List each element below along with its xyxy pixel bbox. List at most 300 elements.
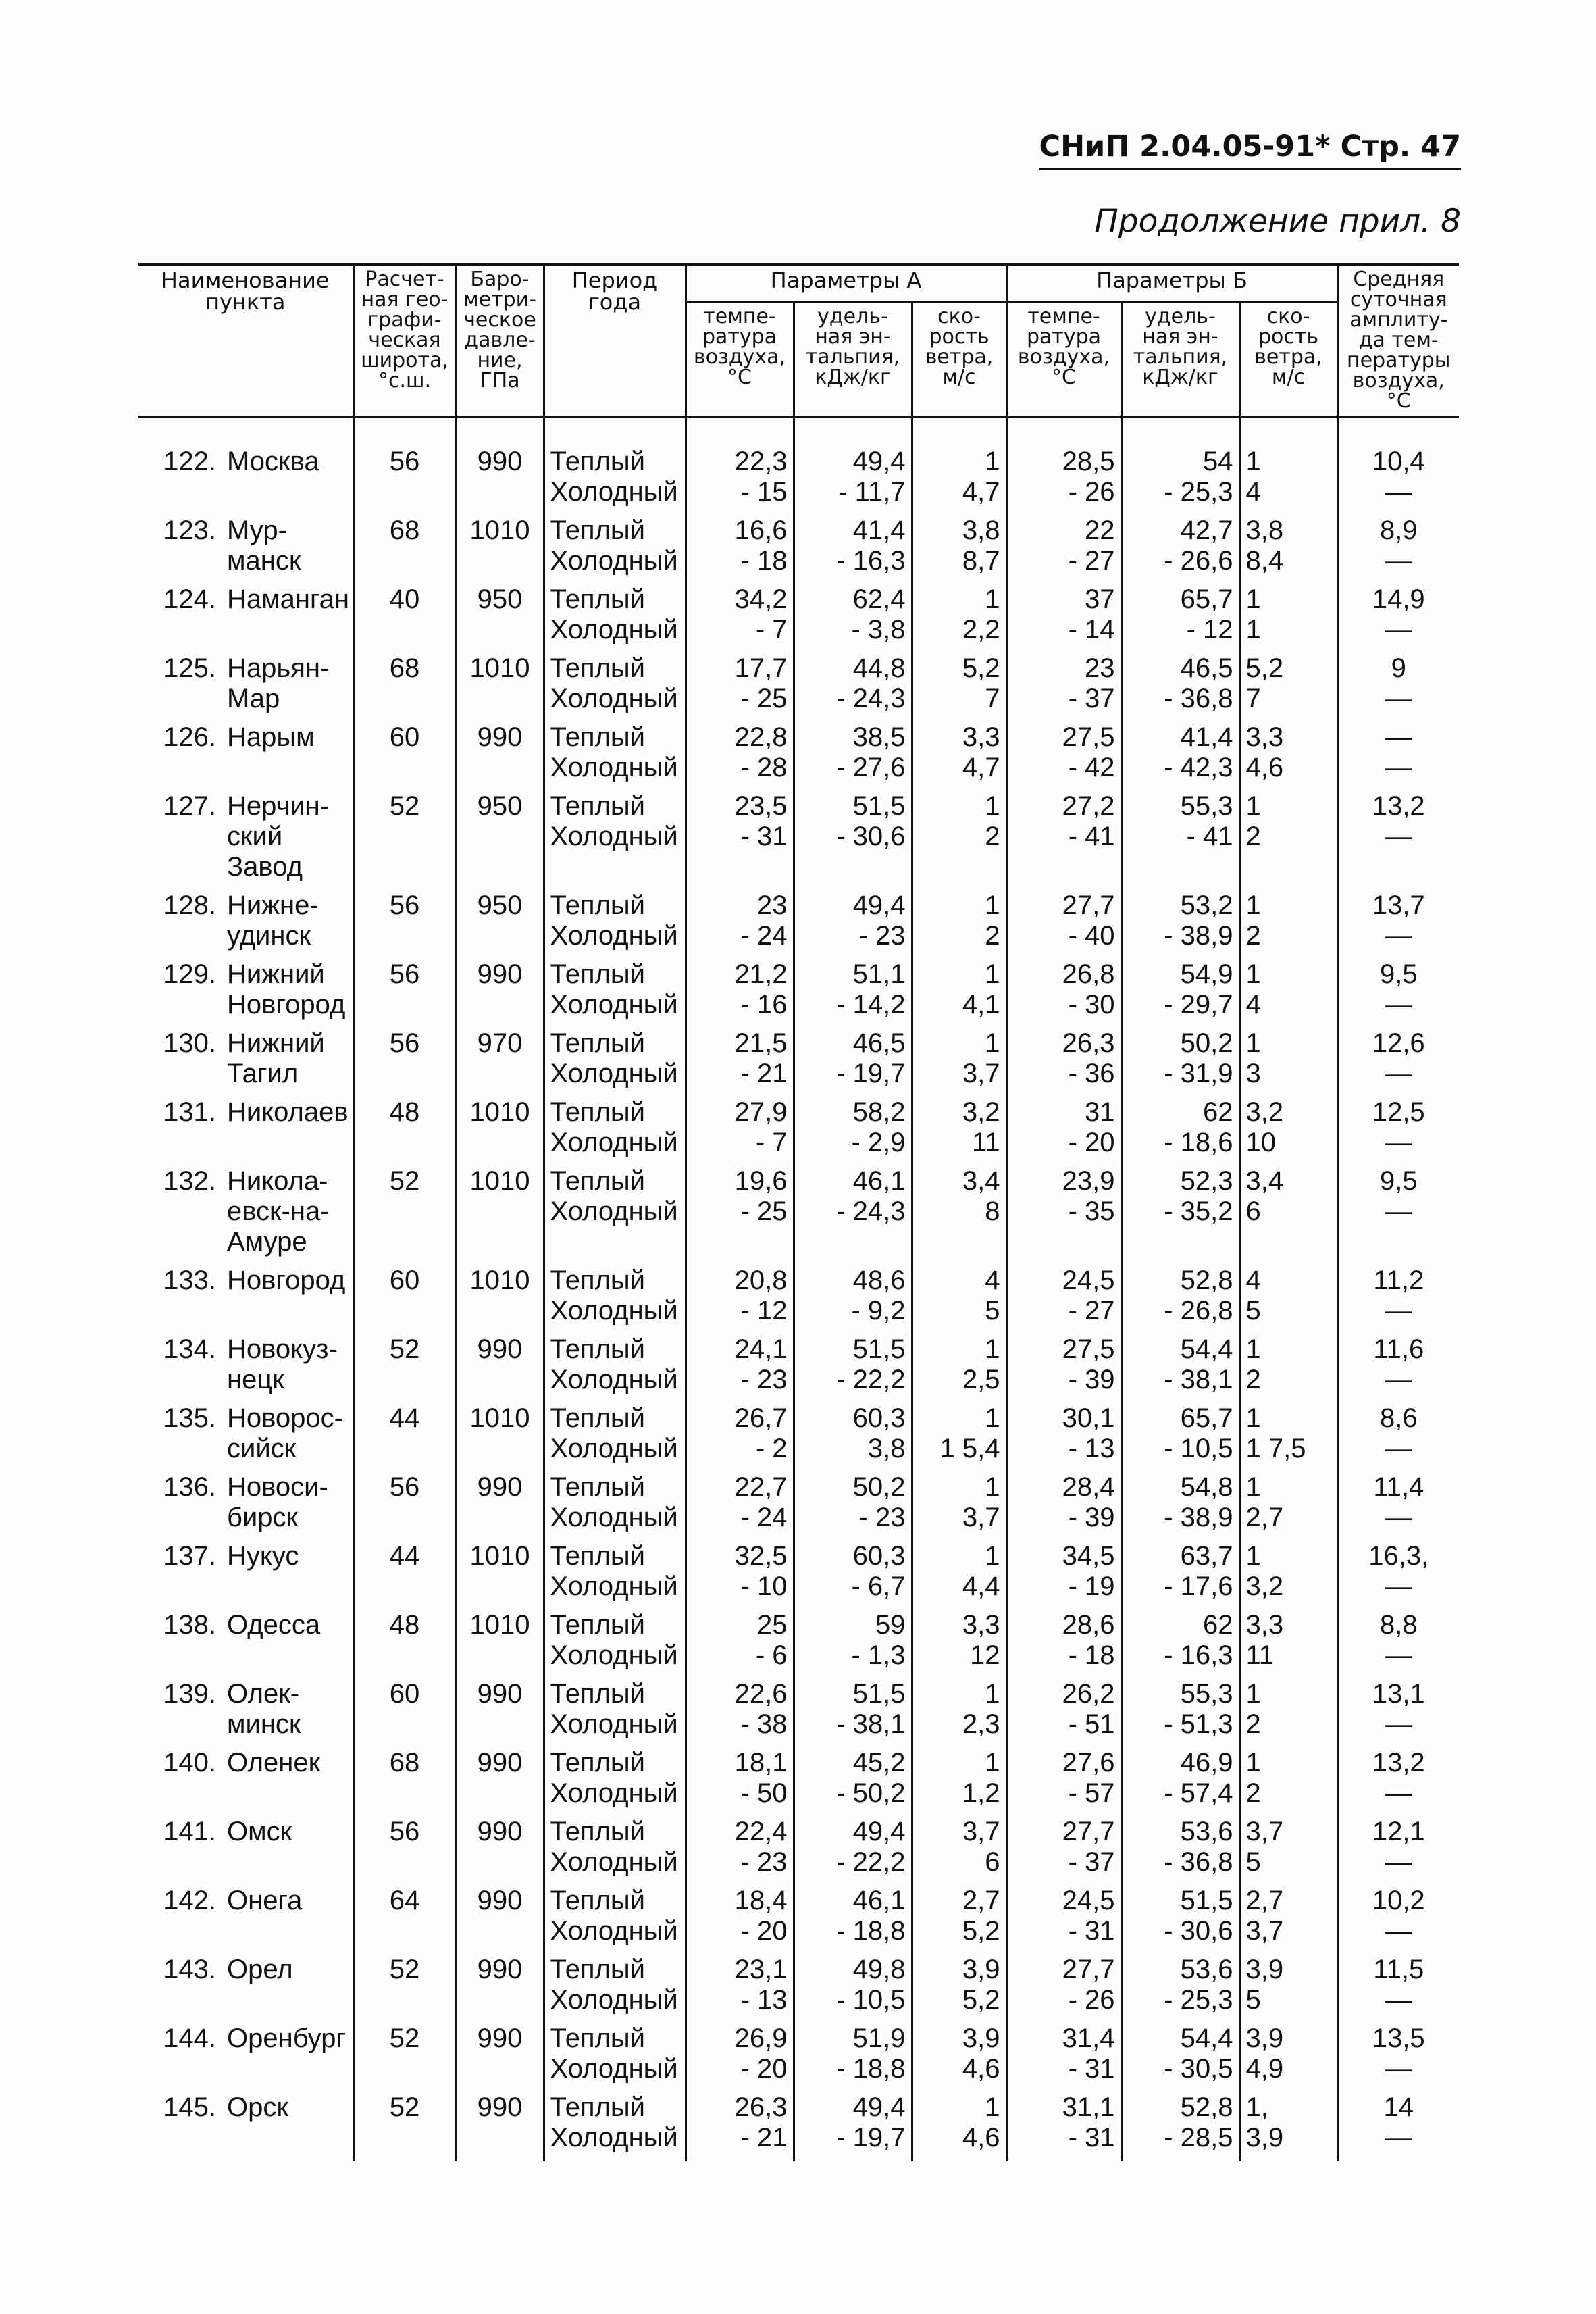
amplitude-warm: 9,5 [1379,959,1418,989]
wind-b-cold: 2 [1245,1778,1261,1808]
enthalpy-a-warm: 51,1 [852,959,906,989]
temp-b-warm: 27,7 [1062,1817,1115,1846]
wind-a-warm: 3,8 [962,515,1000,545]
cell-station [138,890,353,959]
period-warm: Теплый [550,515,646,545]
temp-a-warm: 23,5 [734,791,788,821]
wind-b-cold: 10 [1245,1128,1276,1157]
cell-enthalpy-b [1121,1955,1239,2023]
cell-temp-b [1006,1472,1121,1541]
wind-a-warm: 3,7 [962,1817,1000,1846]
row-number: 127. [163,791,216,821]
temp-b-warm: 24,5 [1062,1265,1115,1295]
cell-wind-a [912,1265,1006,1334]
table-row [138,584,1459,653]
enthalpy-a-cold: - 11,7 [838,477,906,507]
cell-period [544,1679,686,1748]
cell-wind-a [912,653,1006,722]
table-row [138,791,1459,890]
station-name: Новгород [227,1265,346,1295]
row-number: 145. [163,2092,216,2122]
cell-amplitude [1337,1403,1459,1472]
period-cold: Холодный [550,1778,678,1808]
enthalpy-b-cold: - 30,6 [1164,1916,1233,1946]
temp-b-warm: 31,1 [1062,2092,1115,2122]
enthalpy-a-cold: - 1,3 [851,1640,906,1670]
enthalpy-a-cold: - 27,6 [836,753,906,782]
enthalpy-a-warm: 60,3 [852,1541,906,1571]
cell-wind-a [912,515,1006,584]
cell-pressure: 990 [456,1817,544,1886]
cell-period [544,1748,686,1817]
enthalpy-b-cold: - 57,4 [1164,1778,1233,1808]
temp-b-warm: 26,3 [1062,1028,1115,1058]
cell-wind-a [912,2023,1006,2092]
temp-a-warm: 32,5 [734,1541,788,1571]
wind-a-cold: 2,3 [962,1709,1000,1739]
amplitude-cold: — [1385,822,1412,851]
cell-latitude: 56 [353,959,456,1028]
wind-b-cold: 6 [1245,1197,1261,1226]
cell-pressure: 990 [456,1748,544,1817]
station-name: Никола- евск-на- Амуре [227,1166,330,1257]
cell-wind-b [1239,584,1337,653]
wind-a-cold: 2 [985,822,1000,851]
cell-amplitude [1337,1679,1459,1748]
temp-a-warm: 34,2 [734,584,788,614]
enthalpy-b-warm: 53,6 [1180,1955,1233,1984]
cell-period [544,447,686,515]
cell-period [544,1028,686,1097]
enthalpy-b-cold: - 29,7 [1164,990,1233,1020]
temp-a-warm: 22,6 [734,1679,788,1709]
period-warm: Теплый [550,1610,646,1640]
wind-b-cold: 2,7 [1245,1503,1284,1532]
enthalpy-b-warm: 41,4 [1180,722,1233,752]
enthalpy-b-warm: 53,2 [1180,890,1233,920]
cell-wind-a [912,1541,1006,1610]
temp-b-cold: - 27 [1068,1296,1115,1326]
cell-period [544,2023,686,2092]
cell-latitude: 60 [353,722,456,791]
cell-wind-b [1239,890,1337,959]
cell-enthalpy-b [1121,1166,1239,1265]
cell-temp-a [686,722,794,791]
wind-b-warm: 1 [1245,791,1261,821]
cell-wind-a [912,1166,1006,1265]
cell-amplitude [1337,1166,1459,1265]
period-cold: Холодный [550,1571,678,1601]
wind-a-cold: 8 [985,1197,1000,1226]
enthalpy-a-cold: - 19,7 [836,2123,906,2153]
temp-b-cold: - 36 [1068,1059,1115,1088]
period-cold: Холодный [550,1847,678,1877]
cell-period [544,959,686,1028]
enthalpy-a-warm: 49,4 [852,1817,906,1846]
wind-b-warm: 3,8 [1245,515,1284,545]
cell-amplitude [1337,1541,1459,1610]
period-warm: Теплый [550,1817,646,1846]
enthalpy-a-warm: 49,4 [852,2092,906,2122]
table-row [138,1817,1459,1886]
cell-amplitude [1337,1028,1459,1097]
enthalpy-a-cold: 3,8 [867,1434,906,1463]
enthalpy-b-warm: 53,6 [1180,1817,1233,1846]
cell-station [138,2092,353,2161]
cell-wind-b [1239,1955,1337,2023]
climate-parameters-table [138,263,1459,2161]
table-header [138,265,1459,418]
row-number: 144. [163,2023,216,2053]
amplitude-cold: — [1385,1503,1412,1532]
cell-station [138,584,353,653]
amplitude-cold: — [1385,546,1412,576]
cell-wind-a [912,2092,1006,2161]
temp-a-warm: 22,7 [734,1472,788,1502]
period-cold: Холодный [550,1916,678,1946]
enthalpy-b-warm: 54,4 [1180,1334,1233,1364]
cell-temp-b [1006,2092,1121,2161]
cell-wind-b [1239,2023,1337,2092]
cell-amplitude [1337,1472,1459,1541]
wind-a-cold: 1,2 [962,1778,1000,1808]
cell-period [544,1472,686,1541]
table-row [138,1541,1459,1610]
wind-b-cold: 5 [1245,1847,1261,1877]
temp-a-cold: - 21 [740,2123,788,2153]
cell-station [138,1265,353,1334]
header-enthalpy-a: удель- ная эн- тальпия, кДж/кг [794,301,912,417]
amplitude-cold: — [1385,1916,1412,1946]
period-cold: Холодный [550,477,678,507]
enthalpy-b-cold: - 35,2 [1164,1197,1233,1226]
cell-wind-a [912,959,1006,1028]
wind-a-warm: 1 [985,1334,1000,1364]
row-number: 133. [163,1265,216,1295]
enthalpy-a-cold: - 23 [858,921,906,951]
temp-b-cold: - 19 [1068,1571,1115,1601]
cell-temp-a [686,1265,794,1334]
cell-amplitude [1337,959,1459,1028]
cell-pressure: 1010 [456,1265,544,1334]
cell-station [138,1748,353,1817]
enthalpy-a-cold: - 9,2 [851,1296,906,1326]
temp-b-cold: - 31 [1068,1916,1115,1946]
temp-a-warm: 19,6 [734,1166,788,1196]
cell-enthalpy-b [1121,1028,1239,1097]
cell-station [138,1472,353,1541]
cell-wind-b [1239,1886,1337,1955]
row-number: 143. [163,1955,216,1984]
wind-b-warm: 2,7 [1245,1886,1284,1915]
wind-b-warm: 5,2 [1245,653,1284,683]
cell-wind-b [1239,791,1337,890]
cell-station [138,1334,353,1403]
wind-a-warm: 3,9 [962,1955,1000,1984]
temp-b-cold: - 37 [1068,1847,1115,1877]
cell-temp-a [686,584,794,653]
header-wind-b: ско- рость ветра, м/с [1239,301,1337,417]
temp-a-warm: 24,1 [734,1334,788,1364]
cell-wind-b [1239,515,1337,584]
amplitude-warm: 13,7 [1372,890,1425,920]
enthalpy-b-cold: - 31,9 [1164,1059,1233,1088]
temp-a-cold: - 7 [755,1128,788,1157]
table-row [138,1097,1459,1166]
cell-amplitude [1337,447,1459,515]
wind-a-warm: 3,3 [962,722,1000,752]
cell-enthalpy-b [1121,515,1239,584]
enthalpy-a-cold: - 22,2 [836,1365,906,1394]
wind-b-warm: 1 [1245,1679,1261,1709]
row-number: 129. [163,959,216,989]
cell-temp-a [686,515,794,584]
table-row [138,1166,1459,1265]
cell-period [544,1541,686,1610]
cell-wind-a [912,1334,1006,1403]
period-cold: Холодный [550,822,678,851]
enthalpy-b-cold: - 25,3 [1164,1985,1233,2015]
header-temp-a: темпе- ратура воздуха, °С [686,301,794,417]
wind-b-cold: 8,4 [1245,546,1284,576]
cell-enthalpy-a [794,791,912,890]
cell-pressure: 970 [456,1028,544,1097]
cell-temp-b [1006,959,1121,1028]
page-header: СНиП 2.04.05-91* Стр. 47 [1039,130,1461,170]
table-row [138,447,1459,515]
enthalpy-b-cold: - 18,6 [1164,1128,1233,1157]
table-row [138,515,1459,584]
temp-b-warm: 28,5 [1062,447,1115,476]
cell-temp-b [1006,722,1121,791]
cell-temp-b [1006,1955,1121,2023]
cell-latitude: 52 [353,2023,456,2092]
cell-latitude: 52 [353,1334,456,1403]
cell-enthalpy-b [1121,1265,1239,1334]
wind-b-cold: 11 [1245,1640,1275,1670]
wind-b-cold: 4 [1245,990,1261,1020]
temp-a-warm: 17,7 [734,653,788,683]
temp-b-cold: - 27 [1068,546,1115,576]
header-wind-a: ско- рость ветра, м/с [912,301,1006,417]
cell-temp-a [686,2023,794,2092]
table-row [138,1748,1459,1817]
cell-temp-b [1006,1334,1121,1403]
cell-wind-a [912,1472,1006,1541]
enthalpy-b-warm: 65,7 [1180,584,1233,614]
cell-enthalpy-b [1121,1748,1239,1817]
cell-wind-a [912,791,1006,890]
cell-temp-b [1006,584,1121,653]
enthalpy-b-cold: - 28,5 [1164,2123,1233,2153]
cell-temp-b [1006,791,1121,890]
amplitude-warm: 13,5 [1372,2023,1425,2053]
cell-station [138,1955,353,2023]
temp-a-warm: 21,5 [734,1028,788,1058]
period-warm: Теплый [550,1886,646,1915]
cell-temp-a [686,1403,794,1472]
temp-b-cold: - 39 [1068,1365,1115,1394]
row-number: 142. [163,1886,216,1915]
cell-enthalpy-a [794,722,912,791]
cell-temp-a [686,1955,794,2023]
period-warm: Теплый [550,1097,646,1127]
wind-a-warm: 1 [985,1403,1000,1433]
cell-temp-a [686,1679,794,1748]
cell-wind-a [912,890,1006,959]
cell-wind-b [1239,653,1337,722]
temp-b-warm: 30,1 [1062,1403,1115,1433]
wind-b-warm: 1 [1245,1334,1261,1364]
table-row [138,722,1459,791]
cell-temp-a [686,890,794,959]
period-warm: Теплый [550,1265,646,1295]
temp-b-cold: - 37 [1068,684,1115,713]
cell-enthalpy-a [794,515,912,584]
cell-pressure: 1010 [456,1166,544,1265]
enthalpy-b-warm: 51,5 [1180,1886,1233,1915]
cell-station [138,1886,353,1955]
amplitude-warm: 13,2 [1372,1748,1425,1778]
station-name: Оленек [227,1748,321,1778]
period-cold: Холодный [550,1296,678,1326]
cell-wind-a [912,1097,1006,1166]
table-row [138,2092,1459,2161]
enthalpy-a-cold: - 14,2 [836,990,906,1020]
table-row [138,1886,1459,1955]
enthalpy-a-cold: - 18,8 [836,1916,906,1946]
wind-a-cold: 4,6 [962,2123,1000,2153]
enthalpy-a-warm: 59 [875,1610,906,1640]
cell-enthalpy-b [1121,653,1239,722]
enthalpy-a-cold: - 50,2 [836,1778,906,1808]
wind-a-warm: 1 [985,1679,1000,1709]
station-name: Нарым [227,722,315,752]
cell-station [138,791,353,890]
amplitude-warm: 10,2 [1372,1886,1425,1915]
period-cold: Холодный [550,546,678,576]
cell-pressure: 950 [456,791,544,890]
cell-enthalpy-a [794,1886,912,1955]
cell-temp-b [1006,1610,1121,1679]
table-row [138,959,1459,1028]
wind-a-warm: 1 [985,1748,1000,1778]
enthalpy-b-warm: 42,7 [1180,515,1233,545]
temp-a-warm: 25 [757,1610,788,1640]
table-row [138,890,1459,959]
enthalpy-b-cold: - 12 [1186,615,1233,645]
period-warm: Теплый [550,2092,646,2122]
period-cold: Холодный [550,1709,678,1739]
cell-period [544,722,686,791]
cell-period [544,1334,686,1403]
period-warm: Теплый [550,1334,646,1364]
station-name: Нижний Новгород [227,959,346,1020]
temp-b-warm: 27,7 [1062,1955,1115,1984]
temp-a-warm: 27,9 [734,1097,788,1127]
cell-temp-a [686,1028,794,1097]
temp-b-warm: 26,8 [1062,959,1115,989]
temp-b-cold: - 40 [1068,921,1115,951]
temp-b-warm: 31,4 [1062,2023,1115,2053]
cell-enthalpy-b [1121,1886,1239,1955]
amplitude-warm: 13,2 [1372,791,1425,821]
enthalpy-a-cold: - 3,8 [851,615,906,645]
period-cold: Холодный [550,2054,678,2084]
cell-latitude: 56 [353,1817,456,1886]
row-number: 128. [163,890,216,920]
cell-temp-b [1006,1097,1121,1166]
wind-b-cold: 3,7 [1245,1916,1284,1946]
temp-b-warm: 27,5 [1062,722,1115,752]
amplitude-warm: 11,4 [1373,1472,1424,1502]
cell-latitude: 60 [353,1679,456,1748]
row-number: 138. [163,1610,216,1640]
amplitude-warm: 12,6 [1372,1028,1425,1058]
wind-a-cold: 4,7 [962,753,1000,782]
enthalpy-b-warm: 62 [1203,1097,1233,1127]
wind-b-warm: 1 [1245,1748,1261,1778]
cell-enthalpy-a [794,890,912,959]
cell-period [544,1955,686,2023]
enthalpy-b-warm: 54,4 [1180,2023,1233,2053]
station-name: Нукус [227,1541,299,1571]
enthalpy-b-warm: 55,3 [1180,791,1233,821]
cell-temp-a [686,1610,794,1679]
period-warm: Теплый [550,584,646,614]
period-warm: Теплый [550,791,646,821]
period-cold: Холодный [550,1985,678,2015]
enthalpy-b-cold: - 16,3 [1164,1640,1233,1670]
amplitude-cold: — [1385,1571,1412,1601]
enthalpy-a-warm: 44,8 [852,653,906,683]
wind-a-cold: 7 [985,684,1000,713]
header-pressure: Баро- метри- ческое давле- ние, ГПа [456,265,544,418]
period-cold: Холодный [550,1059,678,1088]
temp-b-warm: 26,2 [1062,1679,1115,1709]
cell-enthalpy-b [1121,890,1239,959]
cell-station [138,447,353,515]
temp-a-warm: 21,2 [734,959,788,989]
enthalpy-a-cold: - 2,9 [851,1128,906,1157]
cell-wind-b [1239,1748,1337,1817]
cell-enthalpy-b [1121,2023,1239,2092]
cell-wind-b [1239,447,1337,515]
cell-period [544,515,686,584]
period-warm: Теплый [550,653,646,683]
cell-pressure: 1010 [456,1541,544,1610]
enthalpy-a-cold: - 19,7 [836,1059,906,1088]
enthalpy-b-warm: 46,5 [1180,653,1233,683]
header-amplitude: Средняя суточная амплиту- да тем- пературы воздуха, °С [1337,265,1459,418]
enthalpy-a-warm: 51,5 [852,1334,906,1364]
cell-enthalpy-a [794,584,912,653]
cell-amplitude [1337,653,1459,722]
wind-b-warm: 4 [1245,1265,1261,1295]
temp-a-cold: - 28 [740,753,788,782]
wind-a-warm: 1 [985,791,1000,821]
cell-enthalpy-a [794,2092,912,2161]
cell-enthalpy-b [1121,1541,1239,1610]
header-params-a: Параметры А [686,265,1006,302]
cell-amplitude [1337,1097,1459,1166]
wind-a-warm: 1 [985,959,1000,989]
wind-a-warm: 2,7 [962,1886,1000,1915]
cell-amplitude [1337,2092,1459,2161]
enthalpy-a-warm: 51,5 [852,791,906,821]
enthalpy-a-warm: 45,2 [852,1748,906,1778]
cell-period [544,890,686,959]
